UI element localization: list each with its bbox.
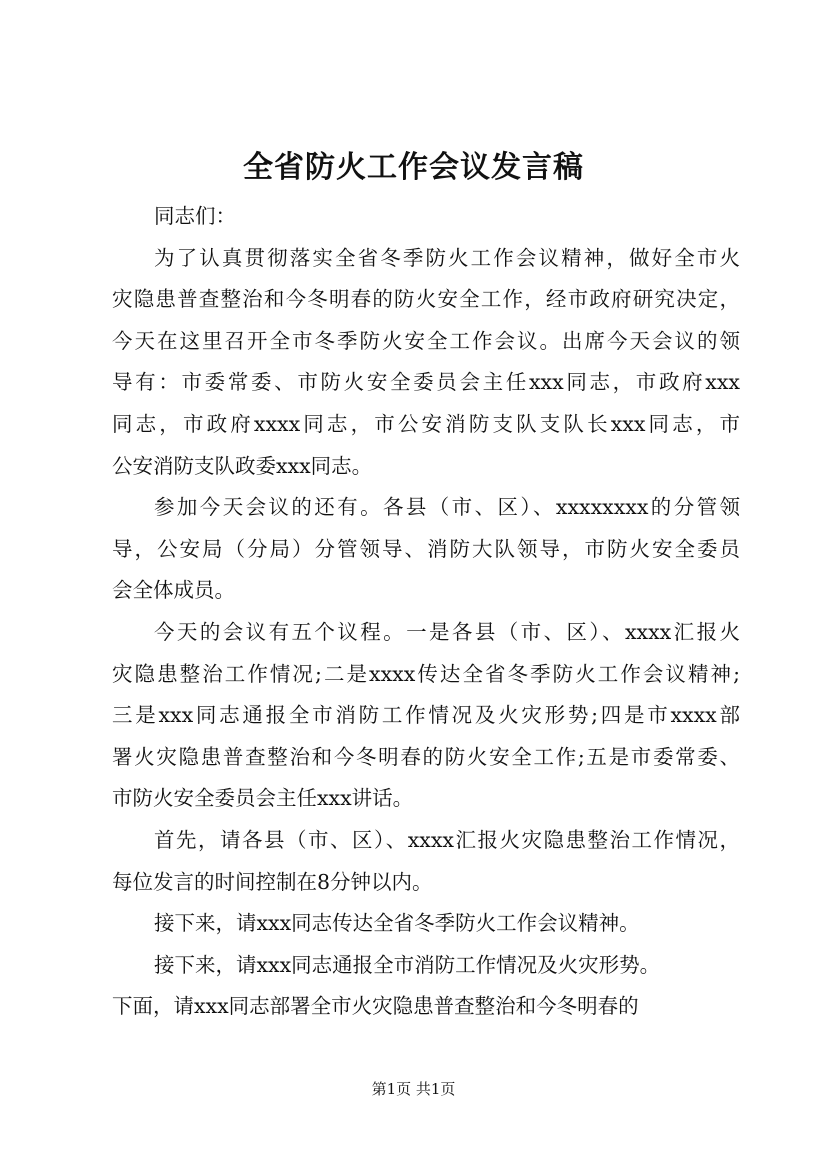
paragraph-3-line-2: 灾隐患整治工作情况;二是xxxx传达全省冬季防火工作会议精神;: [112, 661, 740, 686]
paragraph-2-line-3: 会全体成员。: [112, 578, 235, 603]
paragraph-3-line-1: 今天的会议有五个议程。一是各县（市、区）、xxxx汇报火: [154, 619, 740, 644]
salutation-line: 同志们：: [154, 204, 236, 228]
paragraph-7-line-1: 下面，请xxx同志部署全市火灾隐患普查整治和今冬明春的: [112, 994, 639, 1019]
paragraph-3-line-3: 三是xxx同志通报全市消防工作情况及火灾形势;四是市xxxx部: [112, 703, 740, 728]
paragraph-2-line-1: 参加今天会议的还有。各县（市、区）、xxxxxxxx的分管领: [154, 495, 740, 520]
paragraph-6-line-1: 接下来，请xxx同志通报全市消防工作情况及火灾形势。: [154, 952, 661, 977]
paragraph-3-line-5: 市防火安全委员会主任xxx讲话。: [112, 786, 414, 811]
paragraph-4-line-1: 首先，请各县（市、区）、xxxx汇报火灾隐患整治工作情况，: [154, 827, 740, 852]
paragraph-5-line-1: 接下来，请xxx同志传达全省冬季防火工作会议精神。: [154, 911, 640, 936]
document-title: 全省防火工作会议发言稿: [243, 150, 584, 185]
paragraph-1-line-6: 公安消防支队政委xxx同志。: [112, 453, 373, 478]
paragraph-3-line-4: 署火灾隐患普查整治和今冬明春的防火安全工作;五是市委常委、: [112, 744, 740, 769]
paragraph-1-line-5: 同志，市政府xxxx同志，市公安消防支队支队长xxx同志，市: [112, 411, 740, 436]
paragraph-1-line-2: 灾隐患普查整治和今冬明春的防火安全工作，经市政府研究决定，: [112, 287, 740, 312]
page-footer: 第1页 共1页: [371, 1080, 456, 1098]
paragraph-4-line-2: 每位发言的时间控制在8分钟以内。: [112, 869, 433, 894]
paragraph-1-line-3: 今天在这里召开全市冬季防火安全工作会议。出席今天会议的领: [112, 328, 740, 353]
paragraph-1-line-1: 为了认真贯彻落实全省冬季防火工作会议精神，做好全市火: [154, 245, 740, 270]
document-body: [112, 196, 740, 1028]
paragraph-2-line-2: 导，公安局（分局）分管领导、消防大队领导，市防火安全委员: [112, 536, 740, 561]
paragraph-1-line-4: 导有：市委常委、市防火安全委员会主任xxx同志，市政府xxx: [112, 370, 740, 395]
